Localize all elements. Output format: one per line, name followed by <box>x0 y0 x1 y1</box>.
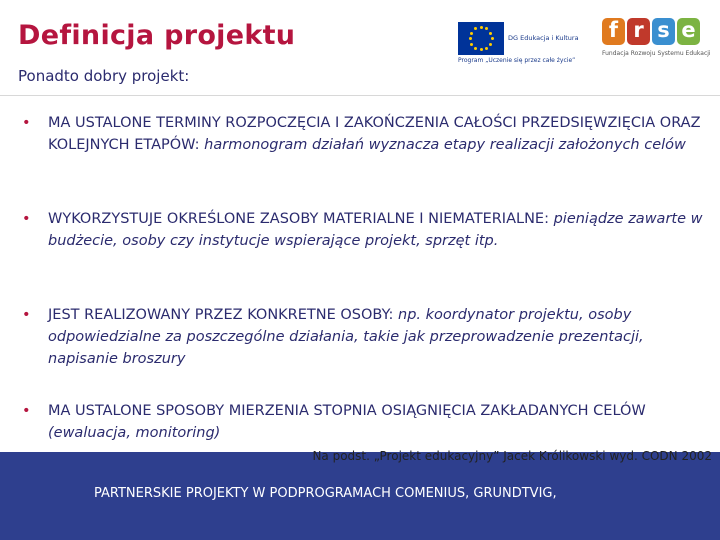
bullet-italic: harmonogram działań wyznacza etapy realizacji założonych celów <box>199 137 686 153</box>
frse-letter-r: r <box>627 18 650 45</box>
program-caption: Program „Uczenie się przez całe życie” <box>458 57 576 64</box>
frse-letter-e: e <box>677 18 700 45</box>
frse-letter-s: s <box>652 18 675 45</box>
bullet-dot-icon: • <box>22 115 31 131</box>
bullet-text <box>48 208 712 252</box>
source-citation: Na podst. „Projekt edukacyjny” Jacek Królikowski wyd. CODN 2002 <box>312 449 712 463</box>
eu-star-icon <box>489 32 492 35</box>
eu-star-icon <box>470 43 473 46</box>
frse-logo <box>602 18 700 45</box>
bullet-item <box>22 112 712 156</box>
eu-star-icon <box>469 37 472 40</box>
bullet-caps: MA USTALONE SPOSOBY MIERZENIA STOPNIA OSIĄGNIĘCIA ZAKŁADANYCH CELÓW <box>48 403 646 419</box>
eu-star-icon <box>480 48 483 51</box>
frse-letter-f: f <box>602 18 625 45</box>
eu-star-icon <box>474 27 477 30</box>
bullet-item <box>22 400 712 444</box>
slide-subtitle: Ponadto dobry projekt: <box>18 67 190 85</box>
bullet-dot-icon: • <box>22 403 31 419</box>
eu-star-icon <box>485 47 488 50</box>
eu-star-icon <box>491 37 494 40</box>
header-divider <box>0 95 720 96</box>
bullet-text <box>48 304 712 370</box>
bullet-text <box>48 400 712 444</box>
bullet-caps: WYKORZYSTUJE OKREŚLONE ZASOBY MATERIALNE I NIEMATERIALNE: <box>48 211 549 227</box>
eu-star-icon <box>480 26 483 29</box>
footer-bar <box>0 452 720 540</box>
bullet-dot-icon: • <box>22 307 31 323</box>
eu-star-icon <box>470 32 473 35</box>
bullet-item <box>22 304 712 370</box>
slide-title: Definicja projektu <box>18 20 296 51</box>
eu-star-icon <box>474 47 477 50</box>
frse-caption: Fundacja Rozwoju Systemu Edukacji <box>602 50 711 57</box>
eu-star-icon <box>489 43 492 46</box>
footer-text: PARTNERSKIE PROJEKTY W PODPROGRAMACH COMENIUS, GRUNDTVIG, <box>94 486 557 501</box>
eu-star-icon <box>485 27 488 30</box>
eu-caption-line1: DG Edukacja i Kultura <box>508 34 579 42</box>
bullet-caps: MA USTALONE TERMINY ROZPOCZĘCIA I ZAKOŃCZENIA CAŁOŚCI PRZEDSIĘWZIĘCIA ORAZ KOLEJNYCH ETAPÓW: <box>48 115 701 153</box>
bullet-dot-icon: • <box>22 211 31 227</box>
eu-flag-icon <box>458 22 504 55</box>
eu-caption <box>508 34 579 43</box>
bullet-item <box>22 208 712 252</box>
bullet-caps: JEST REALIZOWANY PRZEZ KONKRETNE OSOBY: <box>48 307 394 323</box>
bullet-italic: (ewaluacja, monitoring) <box>48 425 221 441</box>
bullet-italic: np. koordynator projektu, osoby odpowiedzialne za poszczególne działania, takie jak przeprowadzenie prezentacji, napisanie broszury <box>48 307 644 367</box>
bullet-italic: pieniądze zawarte w budżecie, osoby czy instytucje wspierające projekt, sprzęt itp. <box>48 211 703 249</box>
bullet-text <box>48 112 712 156</box>
